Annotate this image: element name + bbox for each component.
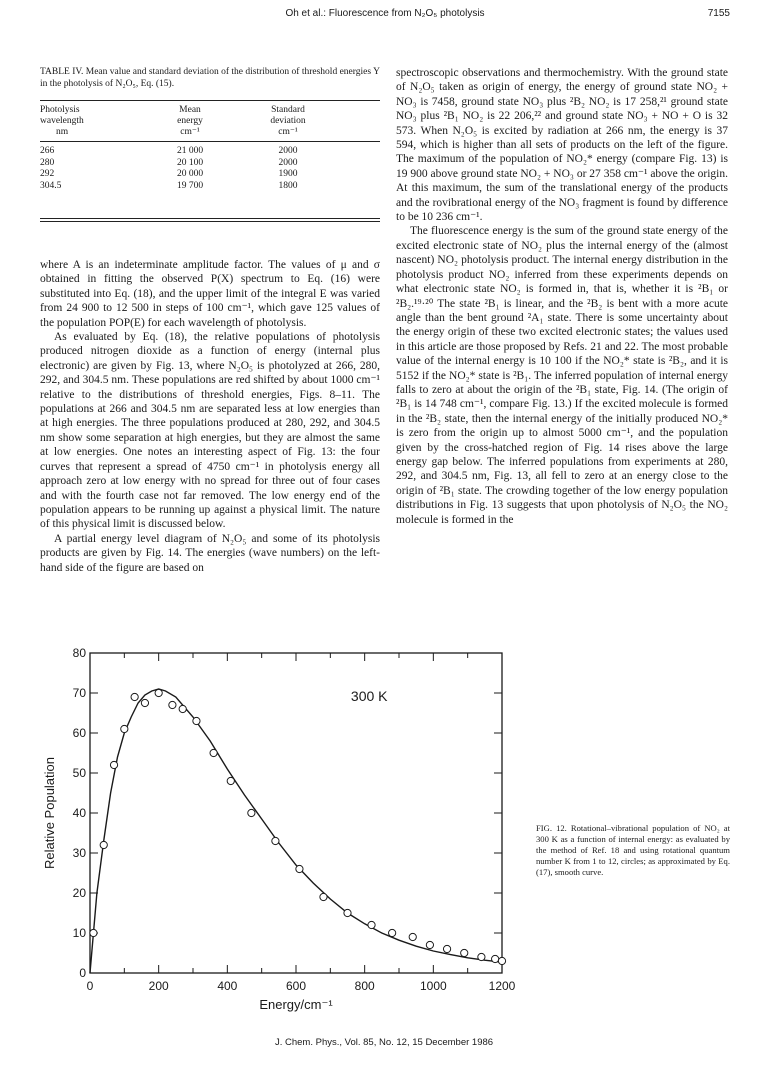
data-point [368, 921, 375, 928]
data-point [248, 809, 255, 816]
left-text-column [40, 258, 380, 575]
data-point [344, 909, 351, 916]
data-point [155, 689, 162, 696]
y-tick-label: 70 [72, 686, 86, 700]
circle-points [90, 689, 506, 964]
table-header-row [40, 101, 380, 141]
data-point [389, 929, 396, 936]
table-header-cell: energy [177, 116, 203, 126]
temperature-annotation: 300 K [350, 688, 388, 704]
table-cell: 280 [40, 157, 55, 168]
paragraph: As evaluated by Eq. (18), the relative populations of photolysis produced nitrogen dioxide as a function of energy (internal plus electronic) are given by Fig. 13, where N₂O₅ is photolyzed at 266, 280, 292, and 304.5 nm. These populations are red shifted by about 1000 cm⁻¹ relative to the distributions of threshold energies, Figs. 8–11. The populations at 266 and 304.5 nm are separated less at low energies than at high energies. The three populations produced at 280, 292, and 304.5 nm show some separation at high energies, but they are almost the same at low energies. One notes an interesting aspect of Fig. 13: the four curves that represent a spread of 4750 cm⁻¹ in photolysis energy all approach zero at low energy with no spread for three out of four cases and with the fourth case not far removed. The low energy end of the population appears to be running up against a physical limit. The nature of this physical limit is discussed below. [40, 331, 380, 531]
table-cell: 19 700 [176, 180, 204, 191]
paragraph: where A is an indeterminate amplitude factor. The values of μ and σ obtained in fitting the observed P(X) spectrum to Eq. (16) were substituted into Eq. (18), and the upper limit of the integral E was varied from 24 900 to 12 500 in steps of 100 cm⁻¹, which gave 125 values of the population POP(E) for each wavelength of photolysis. [40, 259, 380, 329]
table-cell: 266 [40, 146, 55, 156]
table-cell: 1900 [278, 169, 298, 179]
y-tick-label: 50 [72, 766, 86, 780]
data-point [227, 777, 234, 784]
data-point [121, 725, 128, 732]
table-cell: 20 000 [176, 169, 204, 179]
x-tick-label: 1200 [488, 979, 516, 993]
data-point [296, 865, 303, 872]
data-point [492, 955, 499, 962]
table-header-cell: Standard [271, 105, 305, 115]
data-point [498, 957, 505, 964]
table-cell: 21 000 [176, 146, 204, 156]
table-header-cell: Mean [179, 105, 201, 115]
running-header [40, 8, 730, 24]
axis-ticks [90, 653, 502, 973]
data-point [443, 945, 450, 952]
y-axis-label: Relative Population [42, 756, 57, 870]
data-point [100, 841, 107, 848]
data-point [272, 837, 279, 844]
y-tick-label: 40 [72, 806, 86, 820]
data-point [110, 761, 117, 768]
y-tick-label: 10 [72, 926, 86, 940]
table-cell: 304.5 [40, 180, 62, 191]
x-tick-label: 0 [86, 979, 94, 993]
smooth-curve [90, 689, 502, 973]
page-number: 7155 [707, 8, 730, 19]
plot-frame [90, 653, 502, 973]
x-tick-label: 400 [217, 979, 238, 993]
table-cell: 2000 [278, 157, 298, 168]
right-text-column [396, 66, 728, 527]
table-caption: TABLE IV. Mean value and standard deviation of the distribution of threshold energies Y in the photolysis of N₂O₅, Eq. (15). [40, 67, 380, 89]
table-row [40, 169, 380, 181]
paragraph: The fluorescence energy is the sum of the ground state energy of the excited electronic state of NO₂ plus the internal energy of the (almost nascent) NO₂ photolysis product. The internal energy distribution in the photolysis product NO₂ inferred from these experiments depends on what electronic state NO₂ is formed in, that is, whether it is ²B₁ or ²B₂.¹⁹·²⁰ The state ²B₁ is linear, and the ²B₂ is bent with a more acute angle than the bent ground ²A₁ state. There is some uncertainty about the energy origin of these two excited electronic states; the values used in this article are those proposed by Refs. 21 and 22. The most probable value of the internal energy is 10 100 if the NO₂* state is ²B₂, and it is 5152 if the NO₂* state is ²B₁. The inferred population of internal energy falls to zero at about the origin of the ²B₁ state, Fig. 14. (The origin of ²B₁ is 14 748 cm⁻¹, compare Fig. 13.) If the excited molecule is formed in the ²B₂ state, then the internal energy of the initially produced NO₂* is zero from the origin up to almost 5000 cm⁻¹, and the population given by the cross-hatched region of Fig. 14 rises above the large energy gap below. The inferred populations from experiments at 280, 292, and 304.5 nm, Fig. 13, all fell to zero at an energy close to the origin of ²B₁ state. The crowding together of the low energy population distributions in Fig. 13 suggests that upon photolysis of N₂O₅ the NO₂ molecule is formed in the [396, 225, 728, 526]
figure-12-plot [40, 645, 520, 1025]
table-header-cell: deviation [270, 116, 306, 126]
y-tick-label: 80 [72, 646, 86, 660]
x-tick-label: 600 [285, 979, 307, 993]
data-point [409, 933, 416, 940]
table-row [40, 181, 380, 193]
y-tick-label: 20 [72, 886, 86, 900]
data-point [141, 699, 148, 706]
running-title: Oh et al.: Fluorescence from N₂O₅ photolysis [285, 8, 485, 19]
data-point [169, 701, 176, 708]
table-header-cell: cm⁻¹ [278, 127, 298, 137]
data-point [426, 941, 433, 948]
data-point [193, 717, 200, 724]
table-header-cell: nm [56, 127, 69, 137]
table-cell: 2000 [278, 146, 298, 156]
table-cell: 292 [40, 169, 55, 179]
table-row [40, 158, 380, 170]
paragraph: A partial energy level diagram of N₂O₅ and some of its photolysis products are given by Fig. 14. The energies (wave numbers) on the left-hand side of the figure are based on [40, 532, 380, 574]
data-point [478, 953, 485, 960]
data-table [40, 100, 380, 222]
x-tick-label: 200 [148, 979, 169, 993]
x-tick-label: 1000 [419, 979, 447, 993]
x-tick-label: 800 [354, 979, 375, 993]
journal-footer: J. Chem. Phys., Vol. 85, No. 12, 15 December 1986 [274, 1037, 494, 1048]
y-tick-label: 30 [72, 846, 86, 860]
data-point [90, 929, 97, 936]
axis-tick-labels [73, 646, 516, 993]
table-cell: 20 100 [176, 157, 204, 168]
table-header-cell: Photolysis [40, 105, 80, 115]
data-point [179, 705, 186, 712]
table-header-cell: cm⁻¹ [180, 127, 200, 137]
table-cell: 1800 [278, 180, 298, 191]
data-point [461, 949, 468, 956]
table-header-cell: wavelength [40, 116, 84, 126]
table-row [40, 146, 380, 158]
y-tick-label: 0 [79, 966, 86, 980]
data-point [210, 749, 217, 756]
figure-caption: FIG. 12. Rotational–vibrational population of NO₂ at 300 K as a function of internal energy: as evaluated by the method of Ref. 18 and using rotational quantum number K from 1 to 12, circles; as approximated by Eq. (17), smooth curve. [536, 823, 730, 877]
x-axis-label: Energy/cm⁻¹ [259, 997, 333, 1012]
y-tick-label: 60 [72, 726, 86, 740]
paragraph: spectroscopic observations and thermochemistry. With the ground state of N₂O₅ taken as origin of energy, the energy of ground state NO₂ + NO₃ is 7458, ground state NO₃ plus ²B₂ NO₂ is 17 258,²¹ ground state NO₃ plus ²B₁ NO₂ is 22 206,²² and ground state NO₃ + NO + O is 32 573. When N₂O₅ is excited by radiation at 266 nm, the energy is 37 594, which is higher than all sets of products on the left of the figure. The maximum of the population of NO₂* energy (compare Fig. 13) is 19 900 above ground state NO₂ + NO₃ or 27 358 cm⁻¹ above the origin. At this maximum, the sum of the translational energy of the products and the rovibrational energy of the NO₃ fragment is found by difference to be 10 236 cm⁻¹. [396, 67, 728, 224]
data-point [131, 693, 138, 700]
data-point [320, 893, 327, 900]
